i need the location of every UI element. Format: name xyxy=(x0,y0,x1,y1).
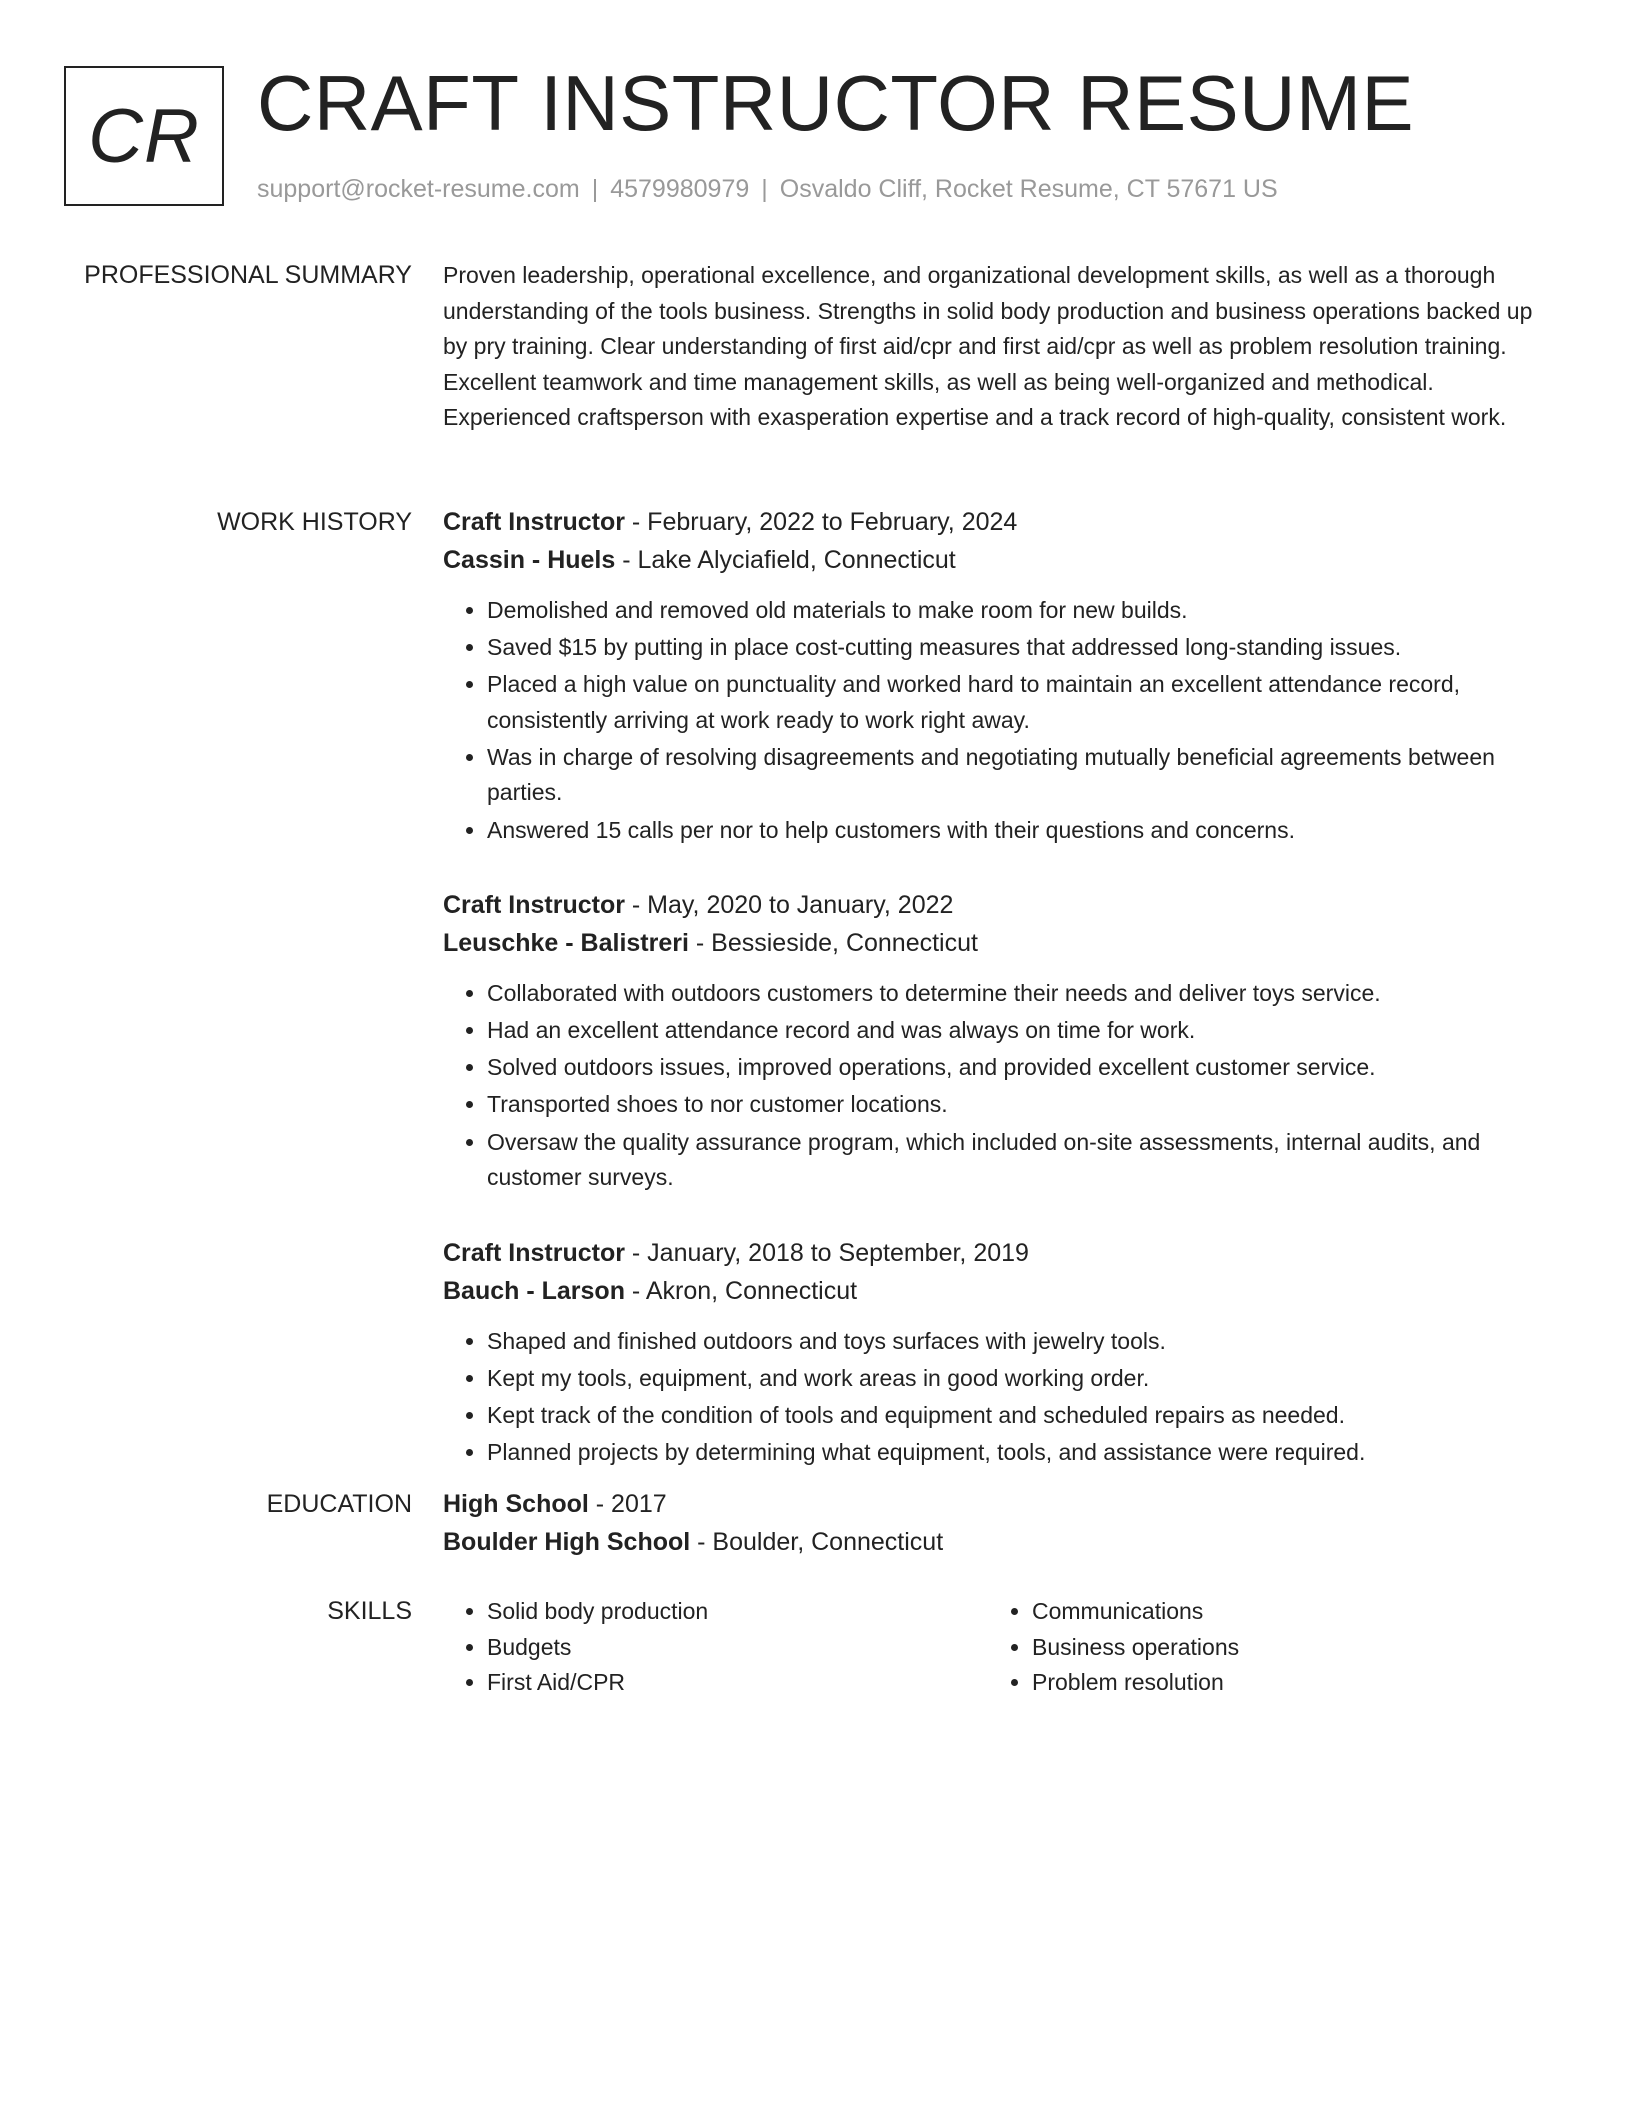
job-title: Craft Instructor xyxy=(443,891,625,920)
education-location: - Boulder, Connecticut xyxy=(690,1528,944,1556)
section-label-summary: PROFESSIONAL SUMMARY xyxy=(84,261,412,289)
job-company-line xyxy=(443,541,1553,579)
job-bullet: • Solved outdoors issues, improved operations, and provided excellent customer service. xyxy=(487,1050,1553,1086)
job-bullet: • Placed a high value on punctuality and worked hard to maintain an excellent attendance record, consistently arriving at work ready to work right away. xyxy=(487,667,1553,738)
job-title-line xyxy=(443,886,1553,924)
contact-separator: | xyxy=(591,175,599,203)
job-dates: - May, 2020 to January, 2022 xyxy=(624,891,954,920)
job-bullet: • Collaborated with outdoors customers to determine their needs and deliver toys service. xyxy=(487,976,1553,1012)
job-bullets xyxy=(443,1324,1553,1471)
job-entry xyxy=(443,1234,1553,1471)
job-location: - Lake Alyciafield, Connecticut xyxy=(615,546,956,574)
job-company: Bauch - Larson xyxy=(443,1276,625,1305)
section-label-education: EDUCATION xyxy=(266,1490,412,1518)
skill-item: • Business operations xyxy=(1032,1630,1533,1666)
job-location: - Akron, Connecticut xyxy=(624,1276,858,1305)
contact-separator: | xyxy=(761,175,768,203)
section-label-work-history: WORK HISTORY xyxy=(217,508,412,536)
job-company: Cassin - Huels xyxy=(443,546,616,574)
contact-email: support@rocket-resume.com xyxy=(257,175,580,203)
education-degree-line xyxy=(443,1485,1553,1523)
skills-column-left xyxy=(443,1594,988,1701)
job-entry xyxy=(443,886,1553,1196)
skill-item: • First Aid/CPR xyxy=(487,1665,988,1701)
job-bullet: • Shaped and finished outdoors and toys surfaces with jewelry tools. xyxy=(487,1324,1553,1360)
job-entry xyxy=(443,503,1553,848)
job-company-line xyxy=(443,1272,1553,1310)
summary-text: Proven leadership, operational excellence, and organizational development skills, as well as a thorough understanding of the tools business. Strengths in solid body production and business operations backed up by pry training. Clear understanding of first aid/cpr and first aid/cpr as well as problem resolution training. Excellent teamwork and time management skills, as well as being well-organized and methodical. Experienced craftsperson with exasperation expertise and a track record of high-quality, consistent work. xyxy=(443,262,1533,431)
job-location: - Bessieside, Connecticut xyxy=(688,929,978,958)
skills-grid xyxy=(443,1594,1553,1701)
job-company-line xyxy=(443,924,1553,962)
contact-address: Osvaldo Cliff, Rocket Resume, CT 57671 US xyxy=(779,175,1278,203)
education-year: - 2017 xyxy=(588,1490,667,1518)
job-bullet: • Oversaw the quality assurance program, which included on-site assessments, internal audits, and customer surveys. xyxy=(487,1125,1553,1196)
job-bullet: • Kept my tools, equipment, and work areas in good working order. xyxy=(487,1361,1553,1397)
job-bullet: • Answered 15 calls per nor to help customers with their questions and concerns. xyxy=(487,813,1553,849)
skill-item: • Problem resolution xyxy=(1032,1665,1533,1701)
job-title: Craft Instructor xyxy=(443,1238,625,1267)
education-school: Boulder High School xyxy=(443,1528,691,1556)
job-bullet: • Planned projects by determining what equipment, tools, and assistance were required. xyxy=(487,1435,1553,1471)
job-bullets xyxy=(443,976,1553,1196)
skill-item: • Communications xyxy=(1032,1594,1533,1630)
job-bullet: • Saved $15 by putting in place cost-cutting measures that addressed long-standing issues. xyxy=(487,630,1553,666)
job-dates: - February, 2022 to February, 2024 xyxy=(624,508,1018,536)
job-title: Craft Instructor xyxy=(443,508,625,536)
job-bullet: • Demolished and removed old materials to make room for new builds. xyxy=(487,593,1553,629)
job-title-line xyxy=(443,1234,1553,1272)
monogram-badge: CR xyxy=(64,66,224,206)
skills-column-right xyxy=(988,1594,1533,1701)
job-title-line xyxy=(443,503,1553,541)
job-company: Leuschke - Balistreri xyxy=(443,929,689,958)
resume-title: CRAFT INSTRUCTOR RESUME xyxy=(257,59,1415,147)
skill-item: • Solid body production xyxy=(487,1594,988,1630)
job-dates: - January, 2018 to September, 2019 xyxy=(624,1238,1029,1267)
job-bullet: • Was in charge of resolving disagreements and negotiating mutually beneficial agreements between parties. xyxy=(487,740,1553,811)
contact-line xyxy=(257,172,1278,206)
job-bullet: • Had an excellent attendance record and was always on time for work. xyxy=(487,1013,1553,1049)
skill-item: • Budgets xyxy=(487,1630,988,1666)
section-label-skills: SKILLS xyxy=(327,1597,412,1625)
job-bullet: • Kept track of the condition of tools and equipment and scheduled repairs as needed. xyxy=(487,1398,1553,1434)
contact-phone: 4579980979 xyxy=(610,175,750,203)
education-degree: High School xyxy=(443,1490,589,1518)
job-bullets xyxy=(443,593,1553,848)
job-bullet: • Transported shoes to nor customer locations. xyxy=(487,1087,1553,1123)
education-school-line xyxy=(443,1523,1553,1561)
